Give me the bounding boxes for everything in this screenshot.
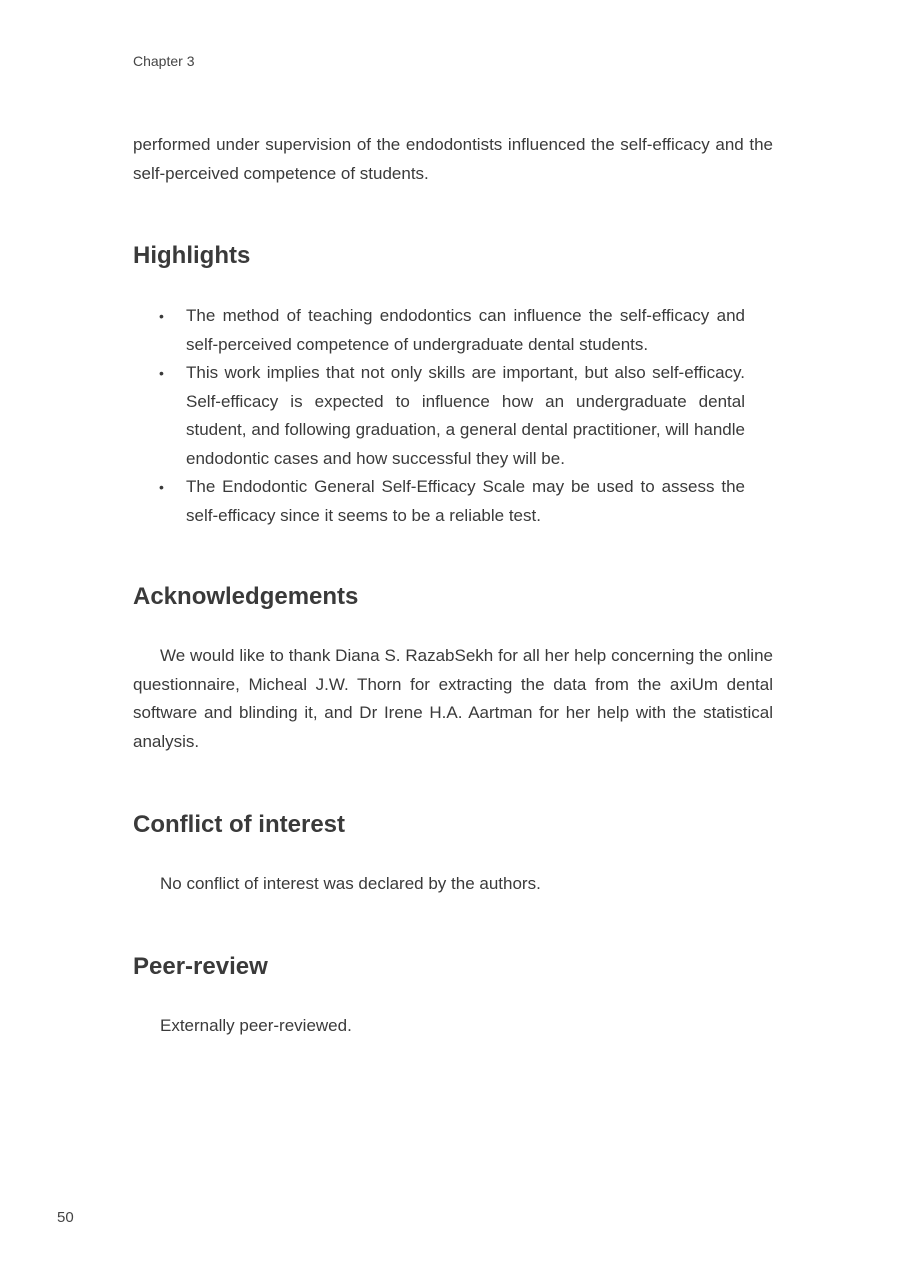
page-body: [133, 131, 773, 1040]
bullet-icon: •: [159, 365, 164, 381]
highlights-heading: Highlights: [133, 242, 251, 269]
bullet-icon: •: [159, 308, 164, 324]
intro-paragraph: performed under supervision of the endodontists influenced the self-efficacy and the self-perceived competence of students.: [133, 135, 773, 183]
highlight-text: The Endodontic General Self-Efficacy Scale may be used to assess the self-efficacy since it seems to be a reliable test.: [186, 477, 745, 525]
conflict-of-interest-paragraph: No conflict of interest was declared by the authors.: [160, 874, 541, 893]
acknowledgements-paragraph: We would like to thank Diana S. RazabSekh for all her help concerning the online questionnaire, Micheal J.W. Thorn for extracting the data from the axiUm dental software and blinding it, and Dr Irene H.A. Aartman for her help with the statistical analysis.: [133, 646, 773, 751]
peer-review-heading: Peer-review: [133, 952, 268, 980]
list-item: [159, 359, 745, 473]
peer-review-paragraph: Externally peer-reviewed.: [160, 1015, 352, 1035]
acknowledgements-heading: Acknowledgements: [133, 583, 359, 610]
conflict-of-interest-heading: Conflict of interest: [133, 811, 346, 838]
highlights-list: [133, 302, 773, 530]
list-item: [159, 302, 745, 359]
highlight-text: This work implies that not only skills are important, but also self-efficacy. Self-efficacy is expected to influence how an undergraduate dental student, and following graduation, a general dental practitioner, will handle endodontic cases and how successful they will be.: [186, 363, 745, 468]
list-item: [159, 473, 745, 530]
running-head: Chapter 3: [133, 53, 195, 69]
highlight-text: The method of teaching endodontics can influence the self-efficacy and self-perceived competence of undergraduate dental students.: [186, 306, 745, 354]
page-number: 50: [57, 1209, 74, 1226]
bullet-icon: •: [159, 479, 164, 495]
